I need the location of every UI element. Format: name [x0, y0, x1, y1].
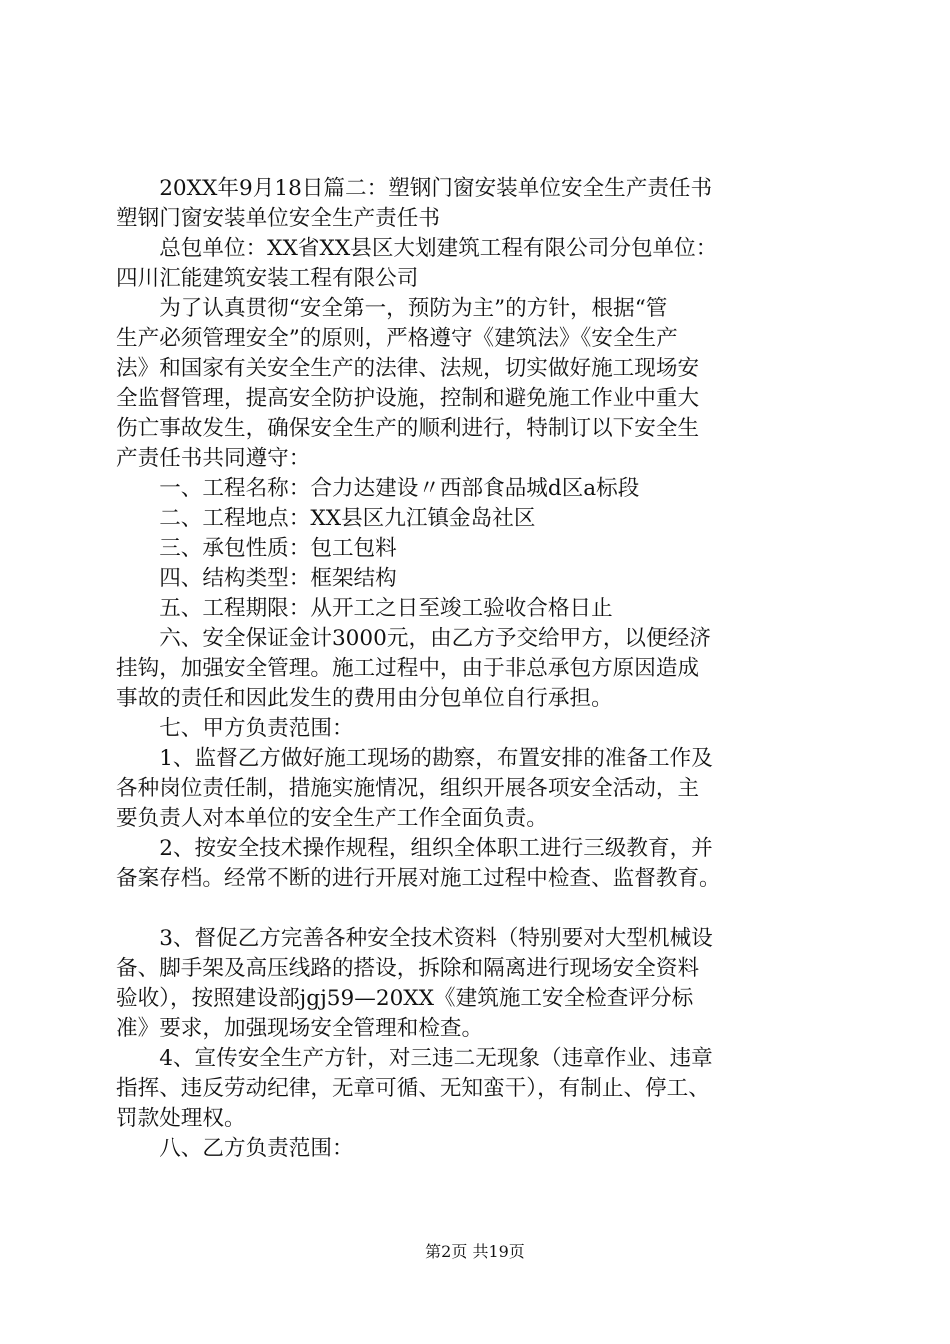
text-line: 二、工程地点：XX县区九江镇金岛社区 [116, 506, 536, 531]
blank-line [116, 894, 836, 924]
text-line: 备案存档。经常不断的进行开展对施工过程中检查、监督教育。 [116, 866, 721, 891]
text-line: 备、脚手架及高压线路的搭设，拆除和隔离进行现场安全资料 [116, 956, 700, 981]
text-line: 总包单位：XX省XX县区大划建筑工程有限公司分包单位： [116, 236, 718, 261]
document-body [116, 174, 836, 1164]
text-line: 挂钩，加强安全管理。施工过程中，由于非总承包方原因造成 [116, 656, 700, 681]
text-line: 2、按安全技术操作规程，组织全体职工进行三级教育，并 [116, 836, 713, 861]
text-line: 法》和国家有关安全生产的法律、法规，切实做好施工现场安 [116, 356, 700, 381]
text-line: 验收），按照建设部jgj59—20XX《建筑施工安全检查评分标 [116, 986, 694, 1011]
text-line: 事故的责任和因此发生的费用由分包单位自行承担。 [116, 686, 613, 711]
text-line: 全监督管理，提高安全防护设施，控制和避免施工作业中重大 [116, 386, 700, 411]
text-line: 生产必须管理安全”的原则，严格遵守《建筑法》《安全生产 [116, 326, 678, 351]
text-line: 一、工程名称：合力达建设〃西部食品城d区a标段 [116, 476, 640, 501]
text-line: 塑钢门窗安装单位安全生产责任书 [116, 206, 440, 231]
text-line: 五、工程期限：从开工之日至竣工验收合格日止 [116, 596, 613, 621]
page-number-footer: 第2页 共19页 [425, 1242, 525, 1261]
text-line: 要负责人对本单位的安全生产工作全面负责。 [116, 806, 548, 831]
text-line: 4、宣传安全生产方针，对三违二无现象（违章作业、违章 [116, 1046, 713, 1071]
text-line: 各种岗位责任制，措施实施情况，组织开展各项安全活动，主 [116, 776, 700, 801]
text-line: 准》要求，加强现场安全管理和检查。 [116, 1016, 484, 1041]
text-line: 1、监督乙方做好施工现场的勘察，布置安排的准备工作及 [116, 746, 713, 771]
text-line: 四、结构类型：框架结构 [116, 566, 397, 591]
text-line: 产责任书共同遵守： [116, 446, 311, 471]
text-line: 为了认真贯彻“安全第一，预防为主”的方针，根据“管 [116, 296, 668, 321]
text-line: 20XX年9月18日篇二：塑钢门窗安装单位安全生产责任书 [116, 176, 713, 201]
text-line: 四川汇能建筑安装工程有限公司 [116, 266, 419, 291]
text-line: 罚款处理权。 [116, 1106, 246, 1131]
text-line: 七、甲方负责范围： [116, 716, 354, 741]
text-line: 六、安全保证金计3000元，由乙方予交给甲方，以便经济 [116, 626, 711, 651]
text-line: 三、承包性质：包工包料 [116, 536, 397, 561]
text-line: 指挥、违反劳动纪律，无章可循、无知蛮干），有制止、停工、 [116, 1076, 710, 1101]
text-line: 3、督促乙方完善各种安全技术资料（特别要对大型机械设 [116, 926, 713, 951]
text-line: 八、乙方负责范围： [116, 1136, 354, 1161]
text-line: 伤亡事故发生，确保安全生产的顺利进行，特制订以下安全生 [116, 416, 700, 441]
